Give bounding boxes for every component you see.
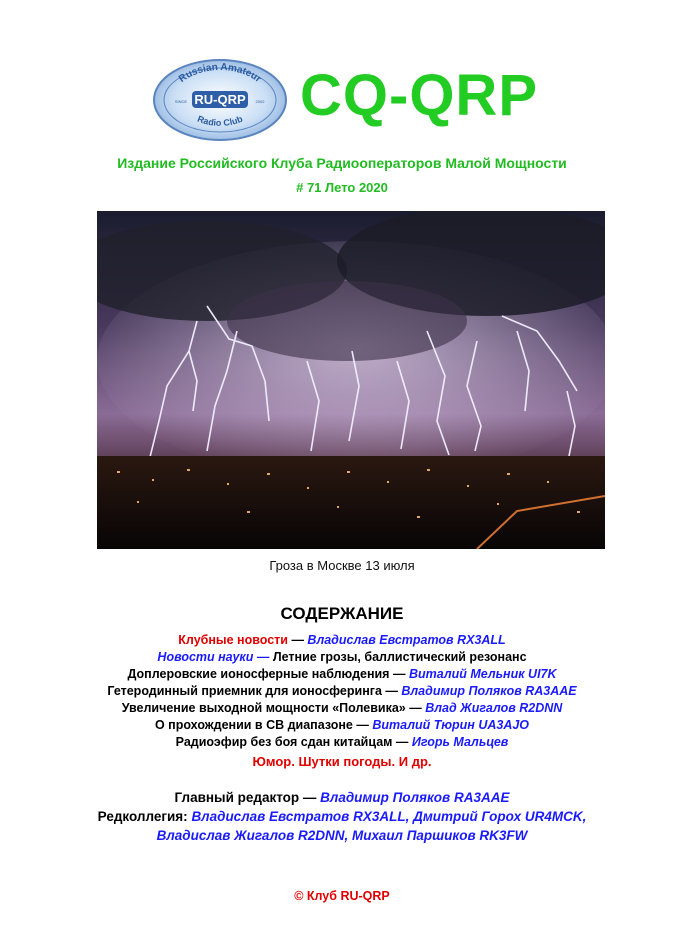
- logo-since: SINCE: [174, 99, 188, 104]
- toc-item-author: Виталий Тюрин UA3AJO: [372, 718, 530, 732]
- toc-item-title: Доплеровские ионосферные наблюдения: [127, 667, 390, 681]
- toc-item-author: Владимир Поляков RA3AAE: [401, 684, 577, 698]
- editor-name: Владимир Поляков RA3AAE: [320, 790, 510, 805]
- logo-top-text: Russian Amateur: [176, 61, 264, 85]
- logo-year: 2002: [255, 99, 265, 104]
- toc-item-title: Клубные новости: [178, 633, 288, 647]
- toc-item-sep: —: [405, 701, 426, 715]
- toc-item-sep: —: [287, 633, 308, 647]
- magazine-subtitle: Издание Российского Клуба Радиооператоров Малой Мощности: [117, 155, 567, 171]
- toc-item[interactable]: [0, 632, 684, 649]
- toc-humor[interactable]: Юмор. Шутки погоды. И др.: [252, 754, 432, 769]
- thunderstorm-photo: [97, 211, 605, 549]
- toc-item-title: Радиоэфир без боя сдан китайцам: [175, 735, 393, 749]
- board-members-line2: Владислав Жигалов R2DNN, Михаил Паршиков RK3FW: [156, 828, 528, 843]
- toc-item-author: Влад Жигалов R2DNN: [425, 701, 563, 715]
- logo-bottom-text: Radio Club: [196, 113, 244, 128]
- toc-item[interactable]: [0, 649, 684, 666]
- editorial-credits: [0, 788, 684, 845]
- toc-item[interactable]: [0, 683, 684, 700]
- logo-center-text: RU-QRP: [194, 92, 246, 107]
- issue-number: # 71 Лето 2020: [296, 180, 388, 195]
- toc-item[interactable]: [0, 700, 684, 717]
- toc-item-sep: —: [352, 718, 373, 732]
- board-label: Редколлегия:: [97, 809, 188, 824]
- toc-item-sep: —: [253, 650, 273, 664]
- toc-item-text: Летние грозы, баллистический резонанс: [272, 650, 527, 664]
- toc-item-sep: —: [381, 684, 402, 698]
- board-members-line1: Владислав Евстратов RX3ALL, Дмитрий Горох UR4MCK,: [191, 809, 587, 824]
- toc-item-title: Увеличение выходной мощности «Полевика»: [121, 701, 406, 715]
- club-logo: [152, 58, 288, 142]
- toc-item-title: Гетеродинный приемник для ионосферинга: [107, 684, 382, 698]
- toc-item-author: Владислав Евстратов RX3ALL: [307, 633, 506, 647]
- toc-item-author: Виталий Мельник UI7K: [408, 667, 557, 681]
- editor-label: Главный редактор: [174, 790, 300, 805]
- toc-item[interactable]: [0, 734, 684, 751]
- copyright: © Клуб RU-QRP: [294, 889, 390, 903]
- magazine-title: CQ-QRP: [300, 63, 538, 128]
- toc-item-sep: —: [389, 667, 409, 681]
- toc-item-sep: —: [392, 735, 412, 749]
- toc-item-title: Новости науки: [157, 650, 254, 664]
- editor-sep: —: [299, 790, 321, 805]
- toc-heading: СОДЕРЖАНИЕ: [280, 604, 404, 623]
- toc-item-author: Игорь Мальцев: [411, 735, 509, 749]
- toc-item[interactable]: [0, 666, 684, 683]
- table-of-contents: [0, 632, 684, 770]
- toc-item[interactable]: [0, 717, 684, 734]
- photo-caption: Гроза в Москве 13 июля: [269, 558, 415, 573]
- toc-item-title: О прохождении в СВ диапазоне: [154, 718, 353, 732]
